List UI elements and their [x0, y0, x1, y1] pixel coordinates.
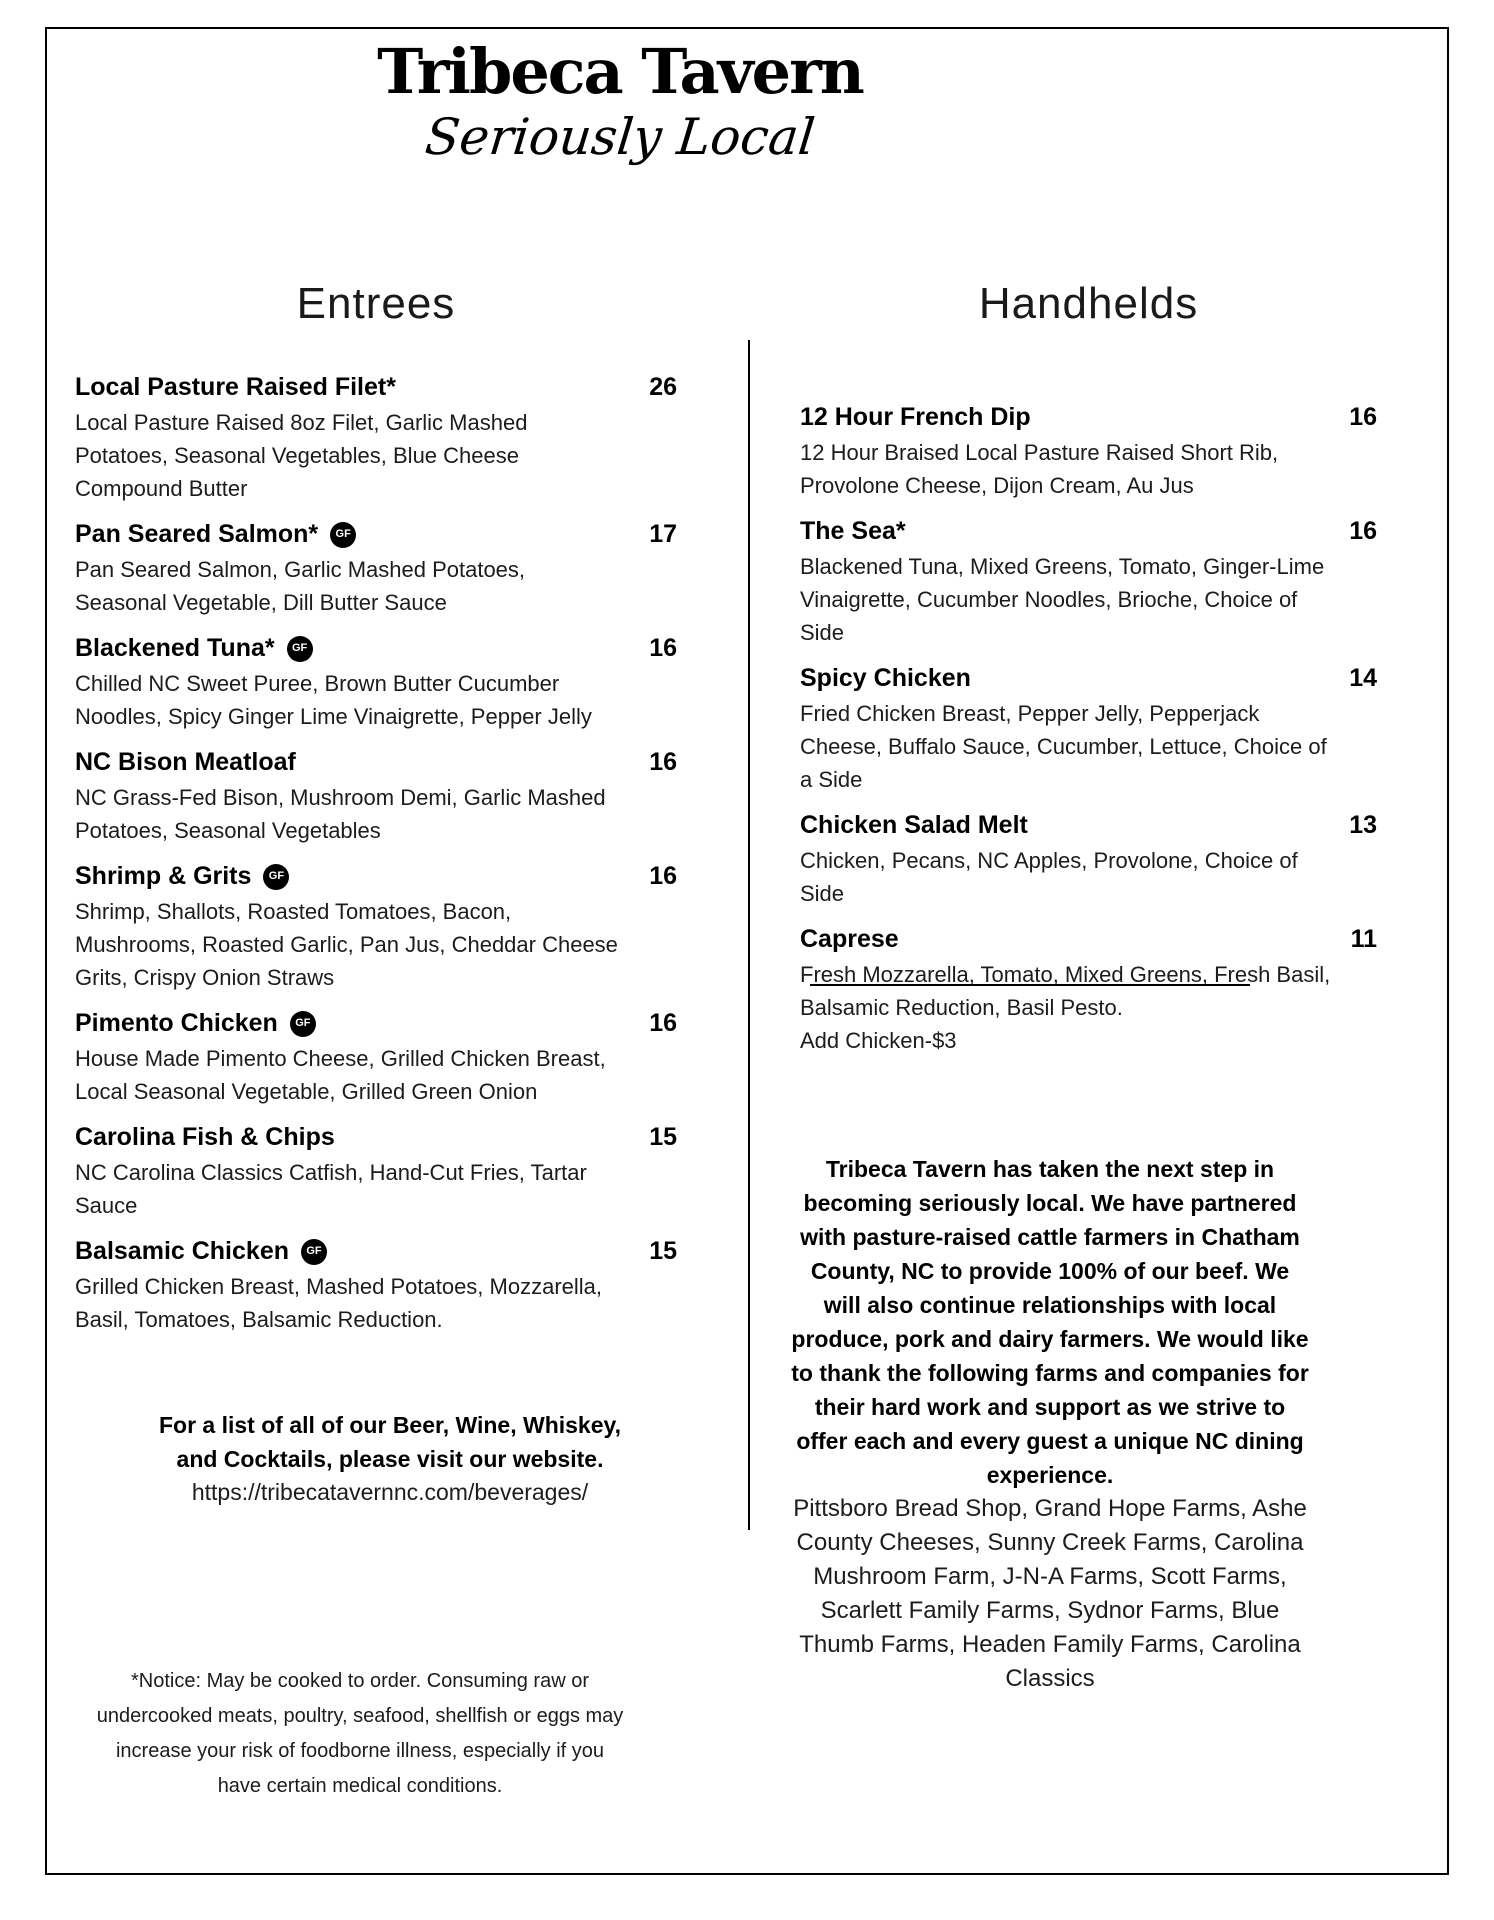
menu-item-description: Chilled NC Sweet Puree, Brown Butter Cucumber Noodles, Spicy Ginger Lime Vinaigrette, Pepper Jelly: [75, 671, 592, 729]
menu-item-price: 16: [649, 1009, 677, 1037]
menu-item: [75, 1237, 677, 1336]
menu-item-header: [800, 925, 1377, 954]
menu-item: [75, 748, 677, 847]
menu-item: [75, 373, 677, 505]
beverage-note-block: [140, 1408, 640, 1508]
beverage-note-line1: For a list of all of our Beer, Wine, Whiskey,: [158, 1412, 621, 1438]
partner-farms-list: Pittsboro Bread Shop, Grand Hope Farms, Ashe County Cheeses, Sunny Creek Farms, Carolina Mushroom Farm, J-N-A Farms, Scott Farms, Scarlett Family Farms, Sydnor Farms, Blue Thumb Farms, Headen Family Farms, Carolina Classics: [793, 1495, 1307, 1692]
menu-item: [75, 862, 677, 994]
menu-item-name: Pan Seared Salmon*: [75, 520, 319, 548]
local-sourcing-statement: Tribeca Tavern has taken the next step in becoming seriously local. We have partnered with pasture-raised cattle farmers in Chatham County, NC to provide 100% of our beef. We will also continue relationships with local produce, pork and dairy farmers. We would like to thank the following farms and companies for their hard work and support as we strive to offer each and every guest a unique NC dining experience.: [791, 1156, 1309, 1488]
menu-item: [800, 925, 1377, 1057]
menu-item-description: NC Carolina Classics Catfish, Hand-Cut Fries, Tartar Sauce: [75, 1160, 587, 1218]
entrees-heading: Entrees: [296, 279, 456, 328]
local-sourcing-block: [790, 1152, 1310, 1696]
menu-item-name-wrap: [75, 748, 296, 777]
menu-header: [260, 35, 980, 167]
menu-item-header: [75, 748, 677, 777]
beverages-url: https://tribecatavernnc.com/beverages/: [191, 1479, 589, 1505]
menu-item-header: [75, 1237, 677, 1266]
menu-item-name: 12 Hour French Dip: [800, 403, 1031, 431]
menu-item-description: Fresh Mozzarella, Tomato, Mixed Greens, Fresh Basil, Balsamic Reduction, Basil Pesto.: [800, 962, 1331, 1020]
menu-item-price: 15: [649, 1123, 677, 1151]
menu-item-header: [75, 373, 677, 402]
menu-item-price: 16: [649, 862, 677, 890]
menu-item-name-wrap: [800, 811, 1028, 840]
column-divider-line: [748, 340, 750, 1530]
menu-item-name-wrap: [75, 1237, 327, 1266]
menu-item-name: Balsamic Chicken: [75, 1237, 289, 1265]
menu-item-description: Shrimp, Shallots, Roasted Tomatoes, Bacon, Mushrooms, Roasted Garlic, Pan Jus, Cheddar Cheese Grits, Crispy Onion Straws: [75, 899, 618, 990]
menu-item-header: [75, 862, 677, 891]
menu-item-name: Blackened Tuna*: [75, 634, 275, 662]
menu-item-name: Spicy Chicken: [800, 664, 971, 692]
menu-item-name: Chicken Salad Melt: [800, 811, 1028, 839]
menu-item: [75, 634, 677, 733]
menu-item-name: Shrimp & Grits: [75, 862, 252, 890]
entrees-item-list: [75, 373, 677, 1336]
menu-item-header: [75, 634, 677, 663]
menu-item-description: Blackened Tuna, Mixed Greens, Tomato, Ginger-Lime Vinaigrette, Cucumber Noodles, Brioche, Choice of Side: [800, 554, 1325, 645]
gluten-free-icon: GF: [287, 636, 313, 662]
menu-item-price: 16: [1349, 403, 1377, 431]
menu-item-name-wrap: [75, 1009, 316, 1038]
menu-item-header: [800, 517, 1377, 546]
menu-item-description: NC Grass-Fed Bison, Mushroom Demi, Garlic Mashed Potatoes, Seasonal Vegetables: [75, 785, 606, 843]
menu-item-name-wrap: [75, 520, 356, 549]
beverage-note-line2: and Cocktails, please visit our website.: [176, 1446, 604, 1472]
handhelds-section: [800, 280, 1377, 1072]
menu-item-name: Carolina Fish & Chips: [75, 1123, 335, 1151]
menu-item-name: Caprese: [800, 925, 899, 953]
handhelds-heading: Handhelds: [978, 279, 1199, 328]
restaurant-tagline: Seriously Local: [422, 108, 818, 167]
handhelds-item-list: [800, 403, 1377, 1057]
menu-item-name-wrap: [800, 664, 971, 693]
gluten-free-icon: GF: [263, 864, 289, 890]
menu-item-name-wrap: [75, 862, 289, 891]
menu-item-name: Local Pasture Raised Filet*: [75, 373, 396, 401]
menu-item-name-wrap: [800, 925, 899, 954]
menu-item-description: Fried Chicken Breast, Pepper Jelly, Pepperjack Cheese, Buffalo Sauce, Cucumber, Lettuce, Choice of a Side: [800, 701, 1327, 792]
menu-item-description: House Made Pimento Cheese, Grilled Chicken Breast, Local Seasonal Vegetable, Grilled Green Onion: [75, 1046, 606, 1104]
menu-item-price: 16: [649, 748, 677, 776]
menu-item-price: 14: [1349, 664, 1377, 692]
menu-item-price: 15: [649, 1237, 677, 1265]
menu-item-description: Local Pasture Raised 8oz Filet, Garlic Mashed Potatoes, Seasonal Vegetables, Blue Cheese Compound Butter: [75, 410, 528, 501]
menu-item-header: [75, 1123, 677, 1152]
menu-item-name: The Sea*: [800, 517, 906, 545]
menu-item-description: Pan Seared Salmon, Garlic Mashed Potatoes, Seasonal Vegetable, Dill Butter Sauce: [75, 557, 526, 615]
gluten-free-icon: GF: [290, 1011, 316, 1037]
menu-item-description: Grilled Chicken Breast, Mashed Potatoes, Mozzarella, Basil, Tomatoes, Balsamic Reduction.: [75, 1274, 603, 1332]
menu-item-price: 26: [649, 373, 677, 401]
gluten-free-icon: GF: [330, 522, 356, 548]
raw-food-notice: *Notice: May be cooked to order. Consuming raw or undercooked meats, poultry, seafood, shellfish or eggs may increase your risk of foodborne illness, especially if you have certain medical conditions.: [96, 1670, 624, 1797]
menu-item-name-wrap: [800, 517, 906, 546]
menu-item: [75, 1009, 677, 1108]
menu-item-header: [75, 1009, 677, 1038]
menu-item-name-wrap: [75, 634, 313, 663]
menu-item-price: 13: [1349, 811, 1377, 839]
menu-item-addon: Add Chicken-$3: [800, 1028, 957, 1053]
menu-item-description: 12 Hour Braised Local Pasture Raised Short Rib, Provolone Cheese, Dijon Cream, Au Jus: [800, 440, 1279, 498]
gluten-free-icon: GF: [301, 1239, 327, 1265]
menu-item: [75, 1123, 677, 1222]
menu-item-name-wrap: [800, 403, 1031, 432]
menu-item-header: [800, 403, 1377, 432]
menu-item: [800, 517, 1377, 649]
menu-item-price: 17: [649, 520, 677, 548]
menu-item-name: Pimento Chicken: [75, 1009, 278, 1037]
menu-item-header: [800, 811, 1377, 840]
entrees-section: [75, 280, 677, 1351]
menu-item: [75, 520, 677, 619]
menu-item-name-wrap: [75, 1123, 335, 1152]
menu-item-price: 16: [649, 634, 677, 662]
menu-item-price: 16: [1349, 517, 1377, 545]
menu-item-description: Chicken, Pecans, NC Apples, Provolone, Choice of Side: [800, 848, 1298, 906]
menu-item-name-wrap: [75, 373, 396, 402]
menu-item-header: [75, 520, 677, 549]
menu-item: [800, 664, 1377, 796]
restaurant-title: Tribeca Tavern: [377, 35, 863, 108]
menu-item-name: NC Bison Meatloaf: [75, 748, 296, 776]
menu-item: [800, 403, 1377, 502]
menu-item-price: 11: [1350, 925, 1377, 953]
menu-item: [800, 811, 1377, 910]
menu-item-header: [800, 664, 1377, 693]
